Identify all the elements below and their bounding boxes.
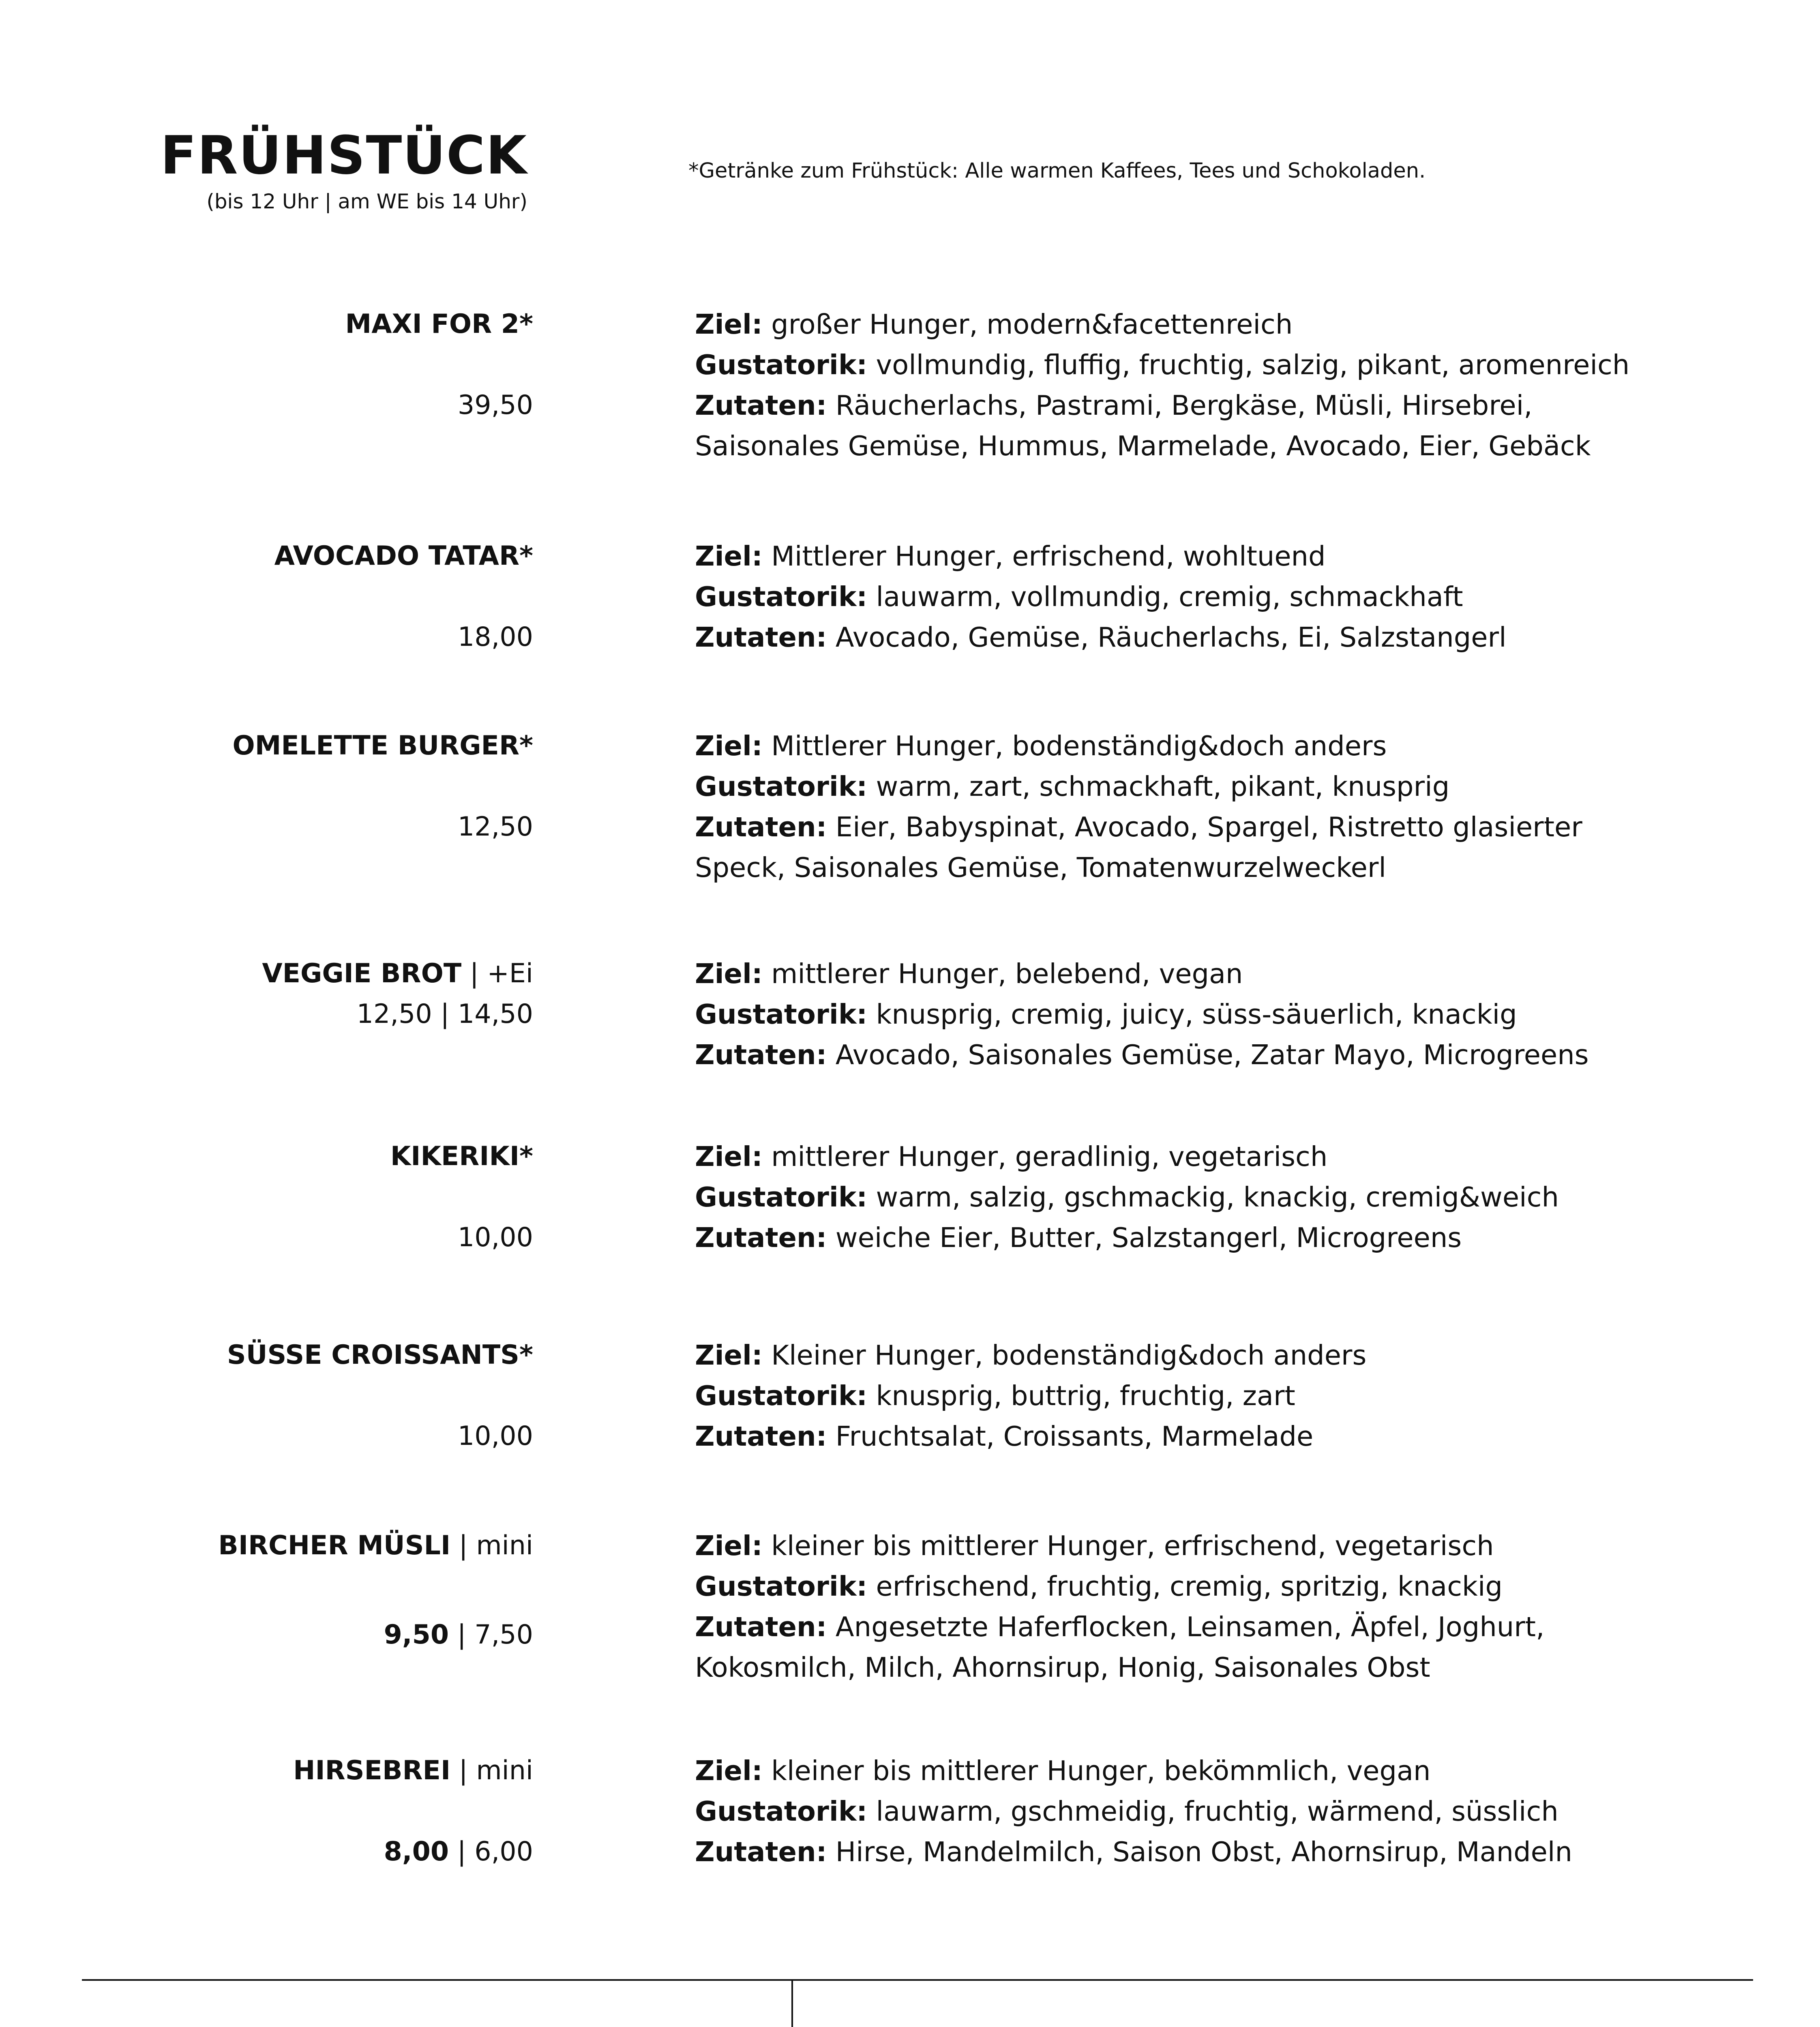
footer-divider-vertical — [791, 1980, 793, 2027]
item-zutaten: Zutaten: Eier, Babyspinat, Avocado, Spargel, Ristretto glasierter — [695, 811, 1582, 843]
item-zutaten-cont: Saisonales Gemüse, Hummus, Marmelade, Avocado, Eier, Gebäck — [695, 430, 1591, 462]
page-title: FRÜHSTÜCK — [160, 124, 527, 186]
item-zutaten: Zutaten: weiche Eier, Butter, Salzstangerl, Microgreens — [695, 1222, 1462, 1253]
item-gustatorik: Gustatorik: warm, salzig, gschmackig, knackig, cremig&weich — [695, 1181, 1559, 1213]
breakfast-hours: (bis 12 Uhr | am WE bis 14 Uhr) — [206, 190, 527, 213]
item-price: 39,50 — [457, 390, 533, 420]
item-name: KIKERIKI* — [390, 1141, 533, 1172]
drinks-note: *Getränke zum Frühstück: Alle warmen Kaffees, Tees und Schokoladen. — [688, 159, 1426, 183]
item-zutaten-cont: Kokosmilch, Milch, Ahornsirup, Honig, Saisonales Obst — [695, 1652, 1430, 1683]
item-gustatorik: Gustatorik: lauwarm, vollmundig, cremig, schmackhaft — [695, 581, 1463, 613]
item-zutaten-cont: Speck, Saisonales Gemüse, Tomatenwurzelweckerl — [695, 852, 1387, 883]
item-price: 18,00 — [457, 622, 533, 652]
item-zutaten: Zutaten: Angesetzte Haferflocken, Leinsamen, Äpfel, Joghurt, — [695, 1611, 1545, 1643]
item-zutaten: Zutaten: Räucherlachs, Pastrami, Bergkäse, Müsli, Hirsebrei, — [695, 390, 1533, 421]
item-name: BIRCHER MÜSLI | mini — [218, 1530, 533, 1561]
item-name: HIRSEBREI | mini — [293, 1755, 533, 1786]
item-zutaten: Zutaten: Avocado, Gemüse, Räucherlachs, Ei, Salzstangerl — [695, 621, 1507, 653]
item-zutaten: Zutaten: Hirse, Mandelmilch, Saison Obst, Ahornsirup, Mandeln — [695, 1836, 1572, 1868]
item-gustatorik: Gustatorik: vollmundig, fluffig, fruchtig, salzig, pikant, aromenreich — [695, 349, 1630, 381]
item-gustatorik: Gustatorik: knusprig, cremig, juicy, süss-säuerlich, knackig — [695, 999, 1517, 1030]
item-ziel: Ziel: mittlerer Hunger, geradlinig, vegetarisch — [695, 1141, 1328, 1172]
item-ziel: Ziel: großer Hunger, modern&facettenreich — [695, 309, 1293, 340]
item-gustatorik: Gustatorik: lauwarm, gschmeidig, fruchtig, wärmend, süsslich — [695, 1796, 1558, 1827]
item-price: 8,00 | 6,00 — [384, 1836, 533, 1867]
item-gustatorik: Gustatorik: erfrischend, fruchtig, cremig, spritzig, knackig — [695, 1571, 1503, 1602]
item-ziel: Ziel: kleiner bis mittlerer Hunger, erfrischend, vegetarisch — [695, 1530, 1494, 1562]
item-name: MAXI FOR 2* — [345, 309, 533, 339]
item-name: AVOCADO TATAR* — [274, 541, 533, 571]
item-price: 10,00 — [457, 1421, 533, 1451]
item-ziel: Ziel: Mittlerer Hunger, erfrischend, wohltuend — [695, 540, 1326, 572]
item-zutaten: Zutaten: Fruchtsalat, Croissants, Marmelade — [695, 1421, 1314, 1452]
item-ziel: Ziel: kleiner bis mittlerer Hunger, bekömmlich, vegan — [695, 1755, 1431, 1787]
item-price: 10,00 — [457, 1222, 533, 1253]
item-name: OMELETTE BURGER* — [232, 731, 533, 761]
item-ziel: Ziel: Mittlerer Hunger, bodenständig&doch anders — [695, 730, 1387, 762]
footer-divider-top — [82, 1979, 1753, 1981]
item-gustatorik: Gustatorik: warm, zart, schmackhaft, pikant, knusprig — [695, 771, 1450, 802]
item-name: SÜSSE CROISSANTS* — [227, 1340, 533, 1370]
item-price: 12,50 — [457, 812, 533, 842]
item-name: VEGGIE BROT | +Ei — [262, 958, 533, 989]
item-ziel: Ziel: Kleiner Hunger, bodenständig&doch anders — [695, 1339, 1367, 1371]
item-price: 9,50 | 7,50 — [384, 1620, 533, 1650]
item-ziel: Ziel: mittlerer Hunger, belebend, vegan — [695, 958, 1243, 990]
item-price: 12,50 | 14,50 — [356, 999, 533, 1029]
item-gustatorik: Gustatorik: knusprig, buttrig, fruchtig, zart — [695, 1380, 1295, 1412]
item-zutaten: Zutaten: Avocado, Saisonales Gemüse, Zatar Mayo, Microgreens — [695, 1039, 1589, 1071]
